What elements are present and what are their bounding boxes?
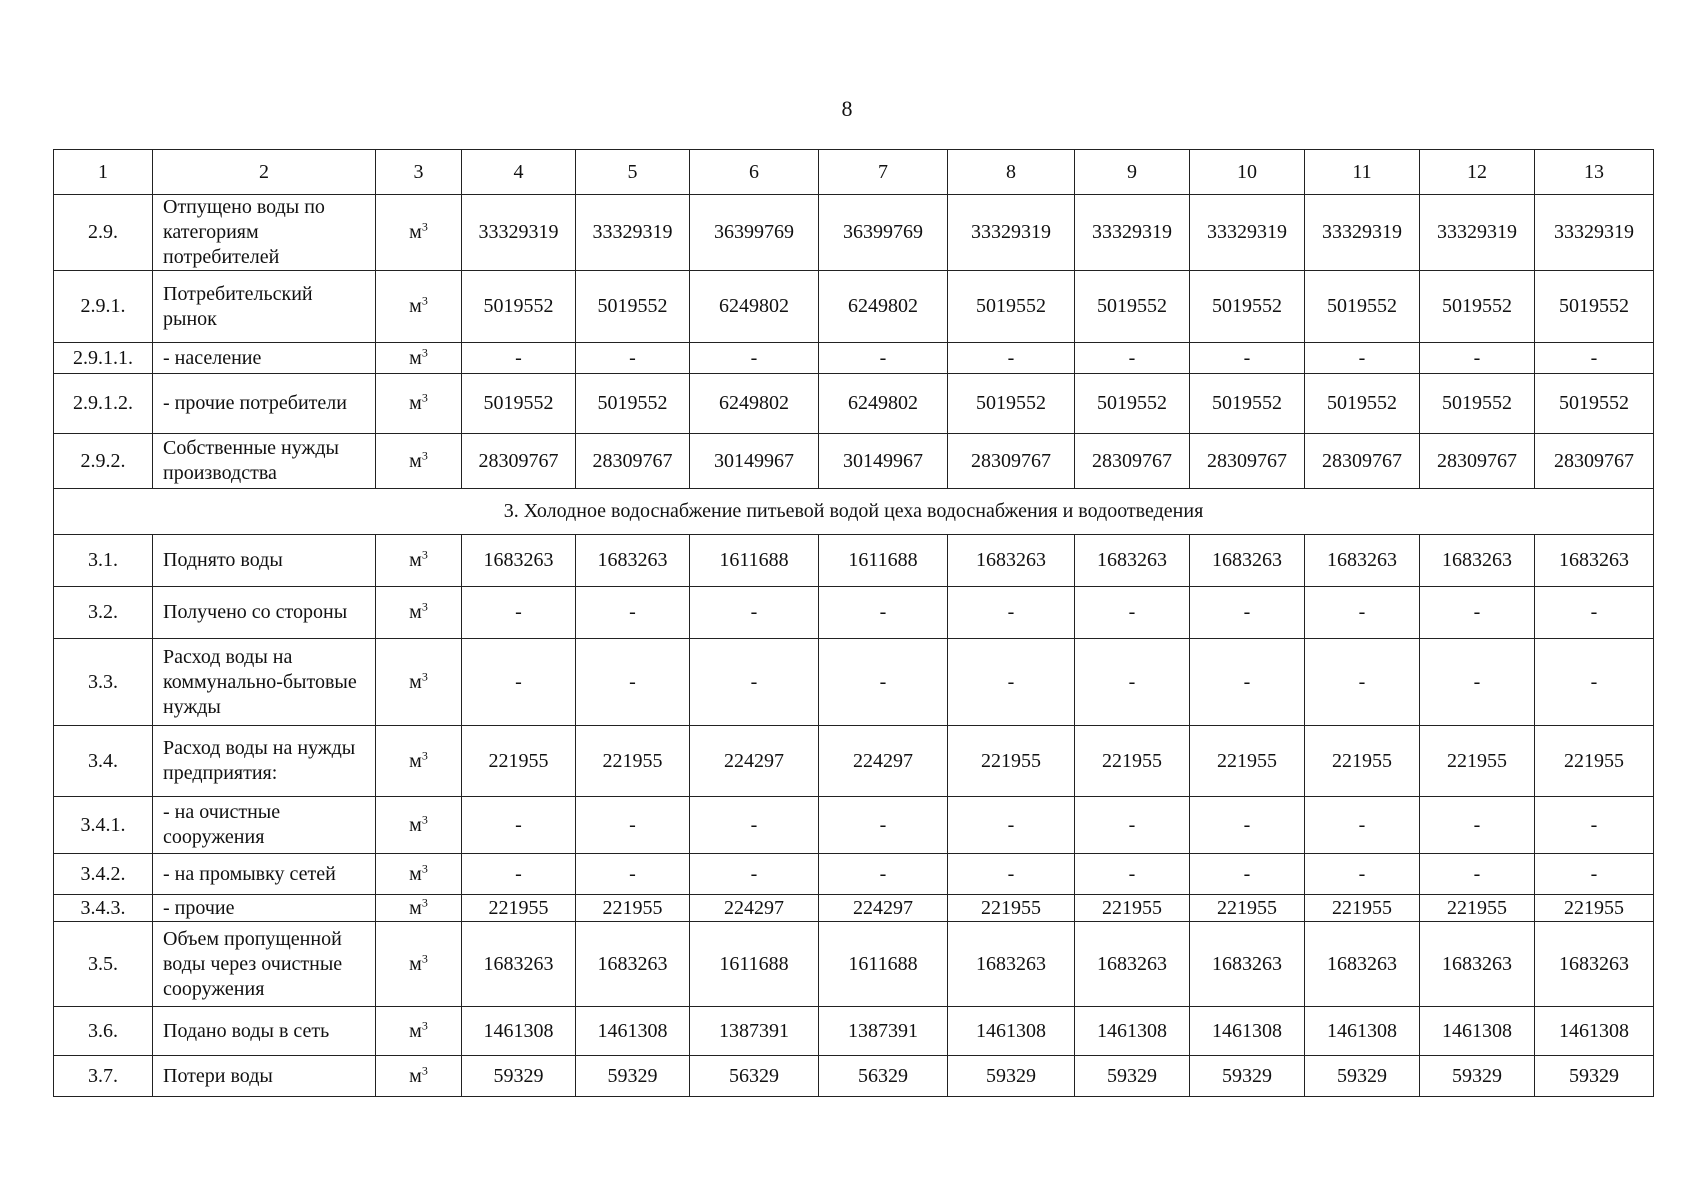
table-row (54, 587, 1654, 639)
header-cell: 10 (1190, 150, 1305, 195)
value-cell: - (690, 797, 819, 854)
value-cell: - (1305, 854, 1420, 895)
value-cell: 5019552 (1305, 374, 1420, 434)
unit-exponent: 3 (421, 1062, 428, 1077)
value-cell: 221955 (1190, 895, 1305, 922)
value-cell: 221955 (948, 726, 1075, 797)
section-row (54, 489, 1654, 535)
unit-exponent: 3 (421, 293, 428, 308)
value-cell: 221955 (1075, 895, 1190, 922)
value-cell: 224297 (690, 726, 819, 797)
row-number: 3.1. (54, 535, 153, 587)
value-cell: 1683263 (1190, 535, 1305, 587)
value-cell: 1683263 (1535, 922, 1654, 1007)
value-cell: 28309767 (1190, 434, 1305, 489)
row-number: 3.7. (54, 1056, 153, 1097)
table-body (54, 150, 1654, 1097)
value-cell: 1611688 (690, 922, 819, 1007)
value-cell: 59329 (576, 1056, 690, 1097)
unit-base: м (409, 1019, 422, 1042)
value-cell: - (1305, 797, 1420, 854)
value-cell: - (576, 639, 690, 726)
unit-cell (376, 195, 462, 271)
unit-base: м (409, 449, 422, 472)
row-number: 2.9.2. (54, 434, 153, 489)
unit-exponent: 3 (421, 219, 428, 234)
value-cell: 1683263 (1075, 535, 1190, 587)
unit-exponent: 3 (421, 811, 428, 826)
value-cell: - (948, 587, 1075, 639)
row-name: Объем пропущенной воды через очистные сооружения (153, 922, 376, 1007)
value-cell: - (462, 639, 576, 726)
unit-cell (376, 895, 462, 922)
unit-cell (376, 434, 462, 489)
value-cell: 5019552 (1305, 271, 1420, 343)
value-cell: 1683263 (948, 535, 1075, 587)
value-cell: 6249802 (690, 271, 819, 343)
row-name: Собственные нужды производства (153, 434, 376, 489)
value-cell: - (462, 797, 576, 854)
table-row (54, 639, 1654, 726)
value-cell: 36399769 (819, 195, 948, 271)
value-cell: 221955 (462, 895, 576, 922)
value-cell: 5019552 (1075, 271, 1190, 343)
row-number: 2.9.1.2. (54, 374, 153, 434)
value-cell: 1461308 (1190, 1007, 1305, 1056)
unit-cell (376, 797, 462, 854)
row-number: 3.3. (54, 639, 153, 726)
value-cell: 6249802 (819, 374, 948, 434)
value-cell: - (1190, 343, 1305, 374)
unit-cell (376, 535, 462, 587)
value-cell: - (462, 854, 576, 895)
row-number: 2.9.1.1. (54, 343, 153, 374)
value-cell: - (1190, 854, 1305, 895)
page-number: 8 (841, 96, 853, 121)
value-cell: 221955 (576, 895, 690, 922)
value-cell: 1683263 (1075, 922, 1190, 1007)
value-cell: 221955 (1420, 895, 1535, 922)
value-cell: 28309767 (1535, 434, 1654, 489)
value-cell: - (1535, 587, 1654, 639)
value-cell: 1683263 (1535, 535, 1654, 587)
unit-base: м (409, 670, 422, 693)
value-cell: - (819, 639, 948, 726)
header-cell: 11 (1305, 150, 1420, 195)
row-name: Расход воды на нужды предприятия: (153, 726, 376, 797)
unit-exponent: 3 (421, 447, 428, 462)
row-number: 3.4. (54, 726, 153, 797)
value-cell: 5019552 (462, 374, 576, 434)
table-row (54, 343, 1654, 374)
value-cell: 5019552 (1535, 374, 1654, 434)
unit-cell (376, 726, 462, 797)
value-cell: 5019552 (1420, 271, 1535, 343)
value-cell: - (1305, 587, 1420, 639)
value-cell: 28309767 (576, 434, 690, 489)
unit-base: м (409, 295, 422, 317)
row-number: 3.4.3. (54, 895, 153, 922)
value-cell: 1683263 (1305, 922, 1420, 1007)
value-cell: 28309767 (948, 434, 1075, 489)
value-cell: 1683263 (576, 922, 690, 1007)
row-number: 3.4.2. (54, 854, 153, 895)
value-cell: 1683263 (462, 535, 576, 587)
value-cell: - (1420, 797, 1535, 854)
value-cell: 221955 (576, 726, 690, 797)
value-cell: 5019552 (1535, 271, 1654, 343)
value-cell: 224297 (690, 895, 819, 922)
value-cell: 1683263 (576, 535, 690, 587)
header-cell: 4 (462, 150, 576, 195)
unit-exponent: 3 (421, 950, 428, 965)
unit-base: м (409, 392, 422, 414)
unit-base: м (409, 813, 422, 836)
row-number: 3.2. (54, 587, 153, 639)
value-cell: 6249802 (690, 374, 819, 434)
value-cell: - (1075, 587, 1190, 639)
value-cell: - (1420, 854, 1535, 895)
unit-base: м (409, 896, 422, 919)
row-name: Подано воды в сеть (153, 1007, 376, 1056)
row-name: - прочие (153, 895, 376, 922)
table-row (54, 374, 1654, 434)
value-cell: - (948, 854, 1075, 895)
value-cell: 1683263 (1305, 535, 1420, 587)
value-cell: 33329319 (462, 195, 576, 271)
value-cell: - (462, 587, 576, 639)
row-name: Отпущено воды по категориям потребителей (153, 195, 376, 271)
value-cell: - (576, 343, 690, 374)
value-cell: 1611688 (690, 535, 819, 587)
header-cell: 3 (376, 150, 462, 195)
value-cell: 59329 (462, 1056, 576, 1097)
value-cell: 56329 (690, 1056, 819, 1097)
value-cell: 33329319 (1075, 195, 1190, 271)
table-row (54, 195, 1654, 271)
value-cell: - (1190, 639, 1305, 726)
unit-base: м (409, 749, 422, 772)
value-cell: 1461308 (576, 1007, 690, 1056)
value-cell: 1611688 (819, 535, 948, 587)
row-number: 2.9.1. (54, 271, 153, 343)
row-name: Потребительский рынок (153, 271, 376, 343)
unit-exponent: 3 (421, 1017, 428, 1032)
value-cell: - (1075, 343, 1190, 374)
value-cell: 28309767 (1075, 434, 1190, 489)
water-balance-table (53, 149, 1654, 1097)
value-cell: 5019552 (948, 271, 1075, 343)
row-name: Получено со стороны (153, 587, 376, 639)
value-cell: 221955 (1305, 895, 1420, 922)
row-name: Потери воды (153, 1056, 376, 1097)
header-cell: 13 (1535, 150, 1654, 195)
value-cell: 221955 (1075, 726, 1190, 797)
value-cell: 221955 (1305, 726, 1420, 797)
value-cell: - (1535, 854, 1654, 895)
value-cell: 1683263 (1420, 535, 1535, 587)
row-name: - население (153, 343, 376, 374)
row-name: - на очистные сооружения (153, 797, 376, 854)
unit-exponent: 3 (421, 547, 428, 562)
table-row (54, 434, 1654, 489)
value-cell: 1461308 (1420, 1007, 1535, 1056)
value-cell: 221955 (1535, 726, 1654, 797)
value-cell: - (819, 343, 948, 374)
value-cell: 33329319 (1420, 195, 1535, 271)
value-cell: 28309767 (462, 434, 576, 489)
value-cell: 5019552 (1190, 271, 1305, 343)
value-cell: 1683263 (948, 922, 1075, 1007)
value-cell: - (1190, 797, 1305, 854)
value-cell: 28309767 (1420, 434, 1535, 489)
value-cell: - (819, 797, 948, 854)
unit-base: м (409, 221, 422, 243)
value-cell: 224297 (819, 895, 948, 922)
unit-cell (376, 639, 462, 726)
table-row (54, 797, 1654, 854)
value-cell: 5019552 (576, 271, 690, 343)
value-cell: - (1075, 797, 1190, 854)
value-cell: - (1075, 854, 1190, 895)
value-cell: 6249802 (819, 271, 948, 343)
value-cell: - (819, 854, 948, 895)
value-cell: 1611688 (819, 922, 948, 1007)
value-cell: - (1535, 639, 1654, 726)
value-cell: 1461308 (462, 1007, 576, 1056)
unit-exponent: 3 (421, 747, 428, 762)
value-cell: 5019552 (948, 374, 1075, 434)
header-cell: 6 (690, 150, 819, 195)
header-cell: 1 (54, 150, 153, 195)
row-number: 3.6. (54, 1007, 153, 1056)
unit-cell (376, 374, 462, 434)
header-cell: 2 (153, 150, 376, 195)
row-name: - на промывку сетей (153, 854, 376, 895)
table-row (54, 726, 1654, 797)
value-cell: - (948, 639, 1075, 726)
value-cell: - (576, 797, 690, 854)
value-cell: - (576, 854, 690, 895)
table-row (54, 1007, 1654, 1056)
value-cell: 33329319 (1535, 195, 1654, 271)
value-cell: 56329 (819, 1056, 948, 1097)
value-cell: 5019552 (576, 374, 690, 434)
value-cell: 1683263 (1190, 922, 1305, 1007)
value-cell: 1461308 (1535, 1007, 1654, 1056)
value-cell: 1683263 (1420, 922, 1535, 1007)
header-cell: 5 (576, 150, 690, 195)
value-cell: 5019552 (1420, 374, 1535, 434)
table-row (54, 535, 1654, 587)
table-row (54, 895, 1654, 922)
value-cell: - (1420, 587, 1535, 639)
value-cell: 30149967 (819, 434, 948, 489)
value-cell: - (819, 587, 948, 639)
value-cell: 33329319 (1190, 195, 1305, 271)
value-cell: - (1535, 343, 1654, 374)
value-cell: - (1190, 587, 1305, 639)
unit-cell (376, 587, 462, 639)
row-number: 2.9. (54, 195, 153, 271)
value-cell: - (690, 343, 819, 374)
unit-cell (376, 1056, 462, 1097)
value-cell: 5019552 (462, 271, 576, 343)
value-cell: - (1305, 639, 1420, 726)
unit-base: м (409, 549, 422, 571)
row-number: 3.5. (54, 922, 153, 1007)
unit-cell (376, 922, 462, 1007)
value-cell: 5019552 (1190, 374, 1305, 434)
table-row (54, 854, 1654, 895)
unit-exponent: 3 (421, 344, 428, 359)
value-cell: 1683263 (462, 922, 576, 1007)
value-cell: 221955 (1535, 895, 1654, 922)
unit-cell (376, 854, 462, 895)
unit-base: м (409, 601, 422, 623)
value-cell: 59329 (1420, 1056, 1535, 1097)
value-cell: 33329319 (948, 195, 1075, 271)
row-name: Расход воды на коммунально-бытовые нужды (153, 639, 376, 726)
value-cell: 33329319 (1305, 195, 1420, 271)
section-title: 3. Холодное водоснабжение питьевой водой цеха водоснабжения и водоотведения (54, 489, 1654, 535)
value-cell: 30149967 (690, 434, 819, 489)
value-cell: 28309767 (1305, 434, 1420, 489)
header-cell: 9 (1075, 150, 1190, 195)
row-name: - прочие потребители (153, 374, 376, 434)
table-row (54, 271, 1654, 343)
header-cell: 12 (1420, 150, 1535, 195)
value-cell: 221955 (1190, 726, 1305, 797)
value-cell: 1461308 (1305, 1007, 1420, 1056)
unit-exponent: 3 (421, 390, 428, 405)
unit-exponent: 3 (421, 894, 428, 909)
unit-cell (376, 1007, 462, 1056)
value-cell: - (690, 854, 819, 895)
value-cell: 5019552 (1075, 374, 1190, 434)
value-cell: 224297 (819, 726, 948, 797)
unit-exponent: 3 (421, 599, 428, 614)
header-cell: 8 (948, 150, 1075, 195)
value-cell: - (1535, 797, 1654, 854)
value-cell: - (690, 587, 819, 639)
value-cell: 1461308 (1075, 1007, 1190, 1056)
unit-cell (376, 343, 462, 374)
value-cell: - (1420, 343, 1535, 374)
value-cell: - (1075, 639, 1190, 726)
unit-base: м (409, 952, 422, 975)
value-cell: 221955 (462, 726, 576, 797)
value-cell: - (690, 639, 819, 726)
value-cell: 59329 (948, 1056, 1075, 1097)
value-cell: - (462, 343, 576, 374)
value-cell: 59329 (1535, 1056, 1654, 1097)
value-cell: - (948, 797, 1075, 854)
value-cell: 59329 (1075, 1056, 1190, 1097)
value-cell: 36399769 (690, 195, 819, 271)
value-cell: 221955 (948, 895, 1075, 922)
table-row (54, 922, 1654, 1007)
row-number: 3.4.1. (54, 797, 153, 854)
table-row (54, 1056, 1654, 1097)
row-name: Поднято воды (153, 535, 376, 587)
value-cell: 1387391 (690, 1007, 819, 1056)
header-row (54, 150, 1654, 195)
unit-base: м (409, 862, 422, 885)
header-cell: 7 (819, 150, 948, 195)
value-cell: - (948, 343, 1075, 374)
unit-cell (376, 271, 462, 343)
value-cell: - (1305, 343, 1420, 374)
value-cell: 1387391 (819, 1007, 948, 1056)
value-cell: 59329 (1190, 1056, 1305, 1097)
value-cell: 221955 (1420, 726, 1535, 797)
value-cell: - (1420, 639, 1535, 726)
value-cell: - (576, 587, 690, 639)
unit-base: м (409, 1064, 422, 1087)
value-cell: 59329 (1305, 1056, 1420, 1097)
unit-exponent: 3 (421, 860, 428, 875)
value-cell: 33329319 (576, 195, 690, 271)
unit-exponent: 3 (421, 668, 428, 683)
unit-base: м (409, 346, 422, 369)
value-cell: 1461308 (948, 1007, 1075, 1056)
